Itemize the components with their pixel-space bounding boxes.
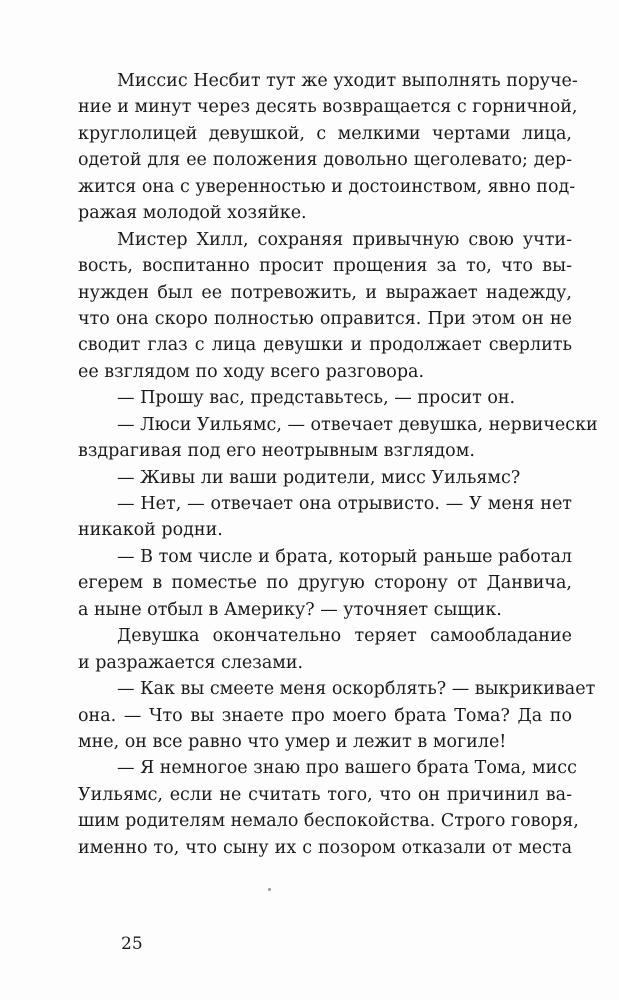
text-line: Уильямс, если не считать того, что он причинил ва-: [78, 784, 572, 805]
text-line: Миссис Несбит тут же уходит выполнять поруче-: [117, 71, 578, 91]
text-line: ние и минут через десять возвращается с горничной,: [78, 97, 578, 118]
text-line: круглолицей девушкой, с мелкими чертами лица,: [78, 123, 572, 144]
text-line: егерем в поместье по другую сторону от Данвича,: [78, 573, 572, 594]
text-line: — Как вы смеете меня оскорблять? — выкрикивает: [117, 679, 596, 700]
text-line: что она скоро полностью оправится. При этом он не: [78, 308, 572, 329]
text-line: — В том числе и брата, который раньше работал: [117, 546, 572, 567]
text-line: нужден был ее потревожить, и выражает надежду,: [78, 282, 572, 303]
text-line: мне, он все равно что умер и лежит в могиле!: [78, 731, 507, 752]
text-line: вздрагивая под его неотрывным взглядом.: [78, 441, 475, 462]
text-line: — Прошу вас, представьтесь, — просит он.: [117, 388, 516, 409]
scan-speck: [268, 888, 271, 891]
text-line: — Я немногое знаю про вашего брата Тома, мисс: [117, 758, 577, 779]
text-line: и разражается слезами.: [78, 652, 304, 673]
body-text: [78, 68, 598, 861]
text-line: — Люси Уильямс, — отвечает девушка, нервически: [117, 414, 598, 435]
text-line: ее взглядом по ходу всего разговора.: [78, 361, 425, 382]
text-line: никакой родни.: [78, 520, 223, 541]
text-line: — Нет, — отвечает она отрывисто. — У меня нет: [117, 494, 572, 514]
text-line: ражая молодой хозяйке.: [78, 203, 307, 224]
page-number: 25: [121, 934, 143, 954]
text-line: она. — Что вы знаете про моего брата Тома? Да по: [78, 705, 572, 726]
text-line: — Живы ли ваши родители, мисс Уильямс?: [117, 467, 521, 488]
text-line: а ныне отбыл в Америку? — уточняет сыщик.: [78, 599, 502, 620]
text-line: Мистер Хилл, сохраняя привычную свою учти-: [117, 229, 572, 250]
text-line: Девушка окончательно теряет самообладание: [117, 626, 572, 647]
text-line: именно то, что сыну их с позором отказали от места: [78, 837, 572, 858]
text-line: жится она с уверенностью и достоинством, явно под-: [78, 176, 576, 197]
text-line: вость, воспитанно просит прощения за то, что вы-: [78, 256, 572, 277]
text-line: шим родителям немало беспокойства. Строго говоря,: [78, 811, 579, 832]
text-line: сводит глаз с лица девушки и продолжает сверлить: [78, 335, 572, 356]
text-line: одетой для ее положения довольно щеголевато; дер-: [78, 150, 572, 171]
